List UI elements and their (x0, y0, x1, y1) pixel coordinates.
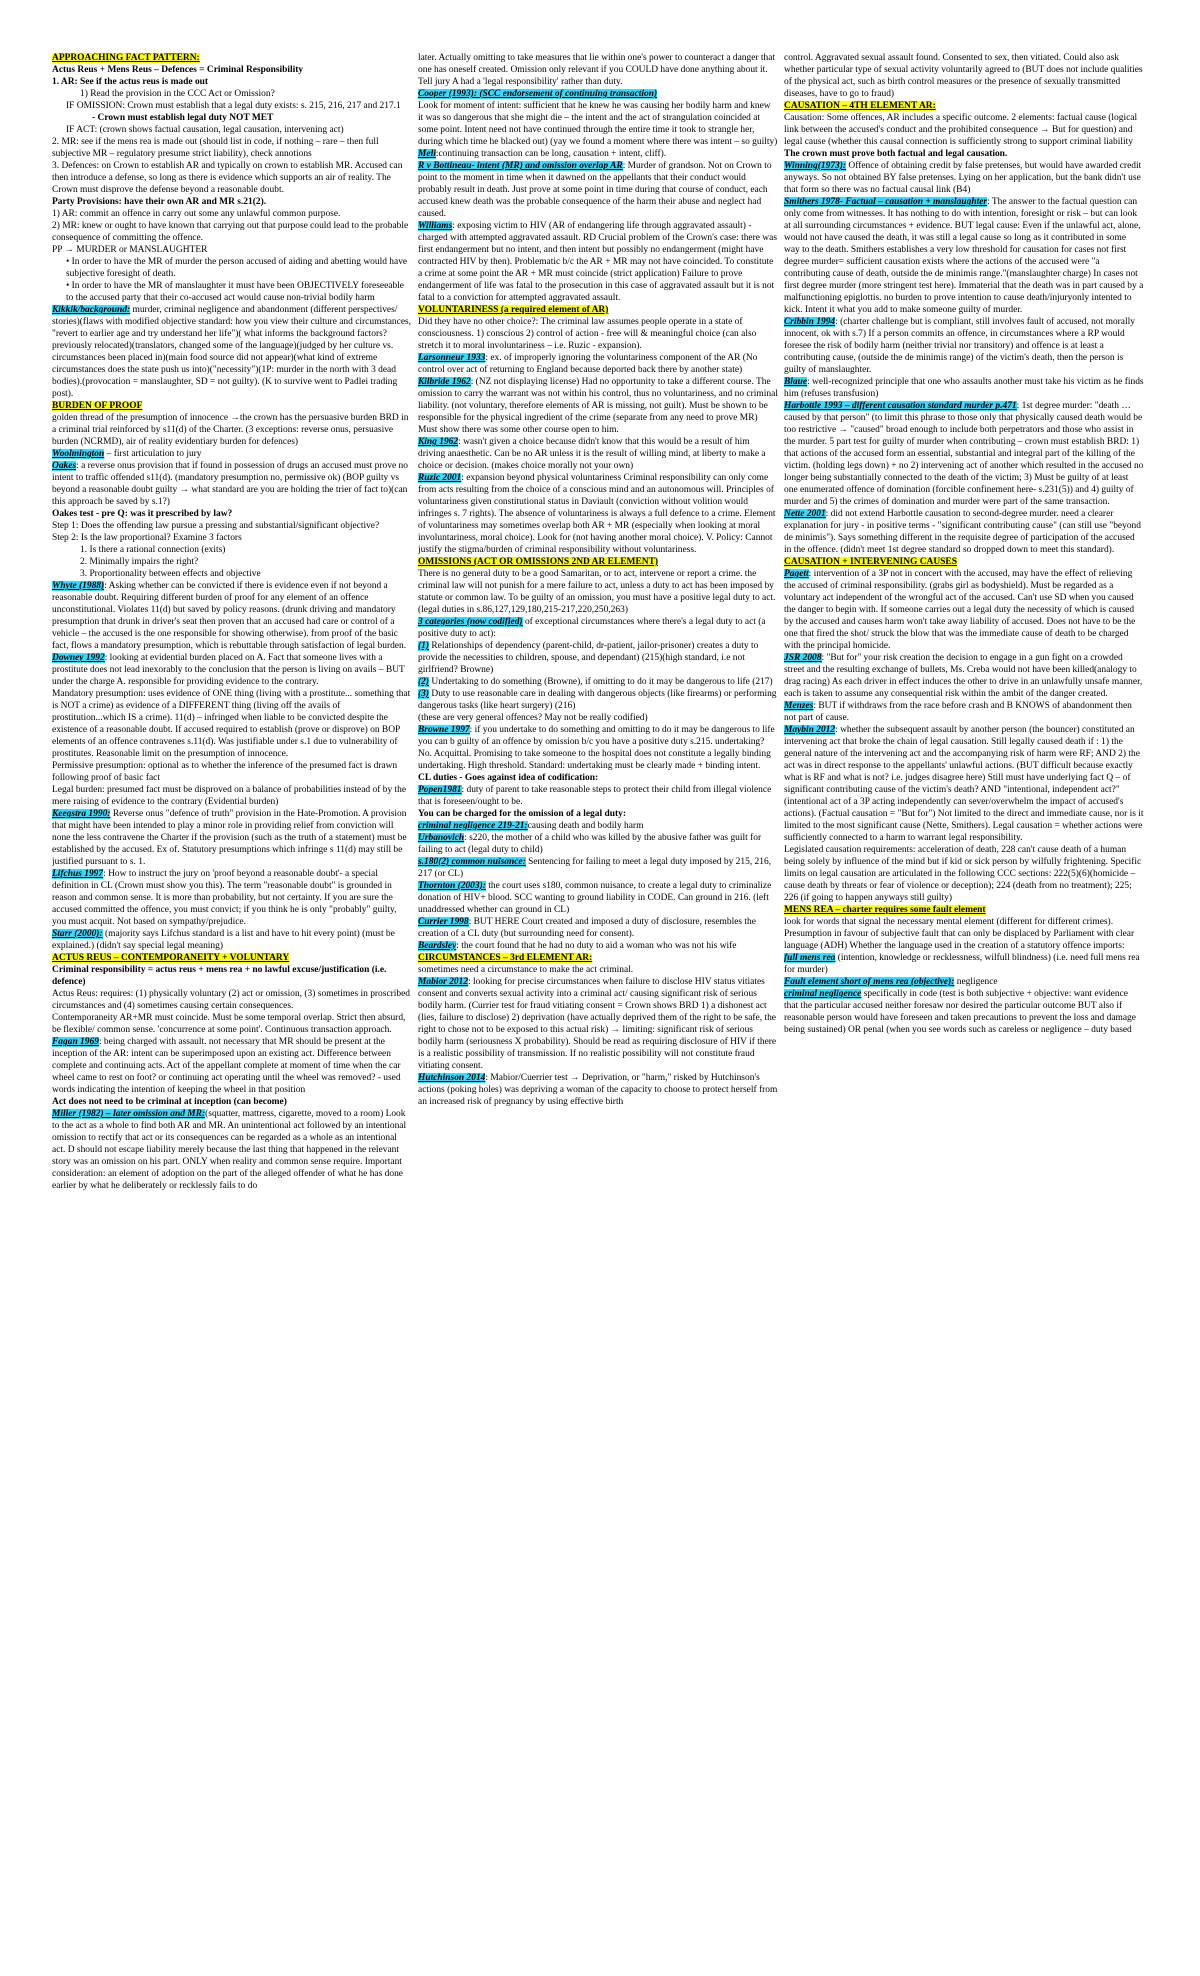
paragraph-text: : looking for precise circumstances when failure to disclose HIV status vitiates consent and converts sexual activity into a criminal act/ causing significant risk of serious bodily harm. (Currier test for fraud vitiating consent = Crown shows BRD 1) a dishonest act (lies, failure to disclose) 2) deprivation (have actually deprived them of the right to be safe, the right to chose not to be exposed to this actual risk) → limiting: significant risk of serious bodily harm (seriousness X probability). Should be read as requiring disclosure of HIV if there is a realistic possibility of transmission. If no realistic possibility will not constitute fraud vitiating consent. (418, 977, 777, 1071)
paragraph-text: :continuing transaction can be long, causation + intent, cliff). (435, 149, 667, 159)
case-name: full mens rea (784, 953, 836, 963)
column-left (52, 52, 412, 1952)
note-paragraph (52, 688, 412, 760)
note-paragraph (784, 316, 1144, 376)
note-paragraph (52, 448, 412, 460)
case-name: Cooper (1993): (SCC endorsement of continuing transaction) (418, 89, 658, 99)
note-paragraph (52, 1108, 412, 1192)
note-paragraph (418, 772, 778, 784)
note-paragraph (52, 244, 412, 256)
note-paragraph (52, 196, 412, 208)
note-paragraph (784, 196, 1144, 316)
note-paragraph (52, 460, 412, 508)
paragraph-text: Sentencing for failing to meet a legal duty imposed by 215, 216, 217 (or CL) (418, 857, 772, 879)
paragraph-text: : intervention of a 3P not in concert with the accused, may have the effect of relieving the accused of criminal responsibility. (grabs girl as bodyshield). Must be regarded as a voluntary act independent of the wrongful act of the accused. Can't use SD when you caused the danger to begin with. If someone carries out a legal duty the necessity of which is caused by the accused and causes harm won't take away liability of accused. Does not have to be the one that fired the shot/ struck the blow that was the immediate cause of death to be charged with the principal homicide. (784, 569, 1136, 651)
note-paragraph (418, 304, 778, 316)
case-name: Larsonneur 1933 (418, 353, 486, 363)
note-paragraph (52, 760, 412, 784)
paragraph-text: : (charter challenge but is compliant, still involves fault of accused, not morally innocent, ok with s.7) If a person commits an offence, in circumstances where a RP would foresee the risk of bodily harm (neither trivial nor transitory) and offence is at least a contributing cause, (outside the de minimis range) of the victim's death, then the person is guilty of manslaughter. (784, 317, 1135, 375)
note-paragraph (52, 544, 412, 556)
section-heading: CIRCUMSTANCES – 3rd ELEMENT AR: (418, 953, 593, 963)
section-heading: CAUSATION – 4TH ELEMENT AR: (784, 101, 936, 111)
case-name: Keegstra 1990: (52, 809, 111, 819)
case-name: Fagan 1969 (52, 1037, 99, 1047)
note-paragraph (52, 400, 412, 412)
note-paragraph (52, 952, 412, 964)
note-paragraph (52, 136, 412, 160)
case-name: (3) (418, 689, 430, 699)
paragraph-text: 1) AR: commit an offence in carry out some any unlawful common purpose. (52, 209, 341, 219)
paragraph-text: : the court found that he had no duty to aid a woman who was not his wife (456, 941, 737, 951)
case-name: (2) (418, 677, 430, 687)
note-paragraph (52, 580, 412, 652)
case-name: Mabior 2012 (418, 977, 469, 987)
case-name: Smithers 1978- Factual – causation + manslaughter (784, 197, 988, 207)
case-name: Hutchinson 2014 (418, 1073, 486, 1083)
note-paragraph (52, 220, 412, 244)
paragraph-text: : Mabior/Cuerrier test → Deprivation, or "harm," risked by Hutchinson's actions (poking holes) was depriving a woman of the capacity to choose to protect herself from an increased risk of pregnancy by using effective birth (418, 1073, 778, 1107)
note-paragraph (52, 124, 412, 136)
paragraph-text: IF ACT: (crown shows factual causation, legal causation, intervening act) (66, 125, 344, 135)
paragraph-text: There is no general duty to be a good Samaritan, or to act, intervene or report a crime. the criminal law will not punish for a mere failure to act, unless a duty to act has been imposed by statute or common law. To be guilty of an omission, you must have a positive legal duty to act. (legal duties in s.86,127,129,180,215-217,220,250,263) (418, 569, 776, 615)
paragraph-text: Mandatory presumption: uses evidence of ONE thing (living with a prostitute... something that is NOT a crime) as evidence of a DIFFERENT thing (living off the avails of prostitution...which IS a crime). 11(d) – infringed when liable to be convicted despite the existence of a reasonable doubt. If accused required to establish (prove or disprove) on BOP elements of an offence contravenes s.11(d). Was justifiable under s.1 due to vulnerability of prostitutes. Reasonable limit on the presumption of innocence. (52, 689, 411, 759)
note-paragraph (418, 436, 778, 472)
case-name: Cribbin 1994 (784, 317, 836, 327)
paragraph-text: Criminal responsibility = actus reus + mens rea + no lawful excuse/justification (i.e. defence) (52, 965, 387, 987)
paragraph-text: (majority says Lifchus standard is a list and have to hit every point) (must be explained.) (didn't say special legal meaning) (52, 929, 395, 951)
paragraph-text: : a reverse onus provision that if found in possession of drugs an accused must prove no intent to traffic offended s11(d). (mandatory presumption no, permissive ok) (BOP guilty vs beyond a reasonable doubt guilty → what standard are you are holding the trier of fact to)(can this approach be saved by s.1?) (52, 461, 408, 507)
case-name: s.180(2) common nuisance: (418, 857, 526, 867)
note-paragraph (784, 112, 1144, 148)
note-paragraph (418, 100, 778, 148)
paragraph-text: : (NZ not displaying license) Had no opportunity to take a different course. The omission to carry the warrant was not within his control, thus no voluntariness, and no criminal liability. (not voluntary, therefore elements of AR is missing, not guilt). Must be shown to be responsible for the physical ingredient of the crime (separate from any need to prove MR) Must show there was some other course open to him. (418, 377, 778, 435)
paragraph-text: 1. Is there a rational connection (exits) (80, 545, 226, 555)
case-name: Nette 2001 (784, 509, 826, 519)
paragraph-text: You can be charged for the omission of a legal duty: (418, 809, 626, 819)
case-name: Maybin 2012 (784, 725, 836, 735)
note-paragraph (784, 556, 1144, 568)
paragraph-text: - Crown must establish legal duty NOT MET (92, 113, 274, 123)
paragraph-text: 3. Proportionality between effects and objective (80, 569, 261, 579)
note-paragraph (784, 100, 1144, 112)
paragraph-text: Look for moment of intent: sufficient that he knew he was causing her bodily harm and knew it was so dangerous that she might die – the intent and the act of strangulation coincided at some point. Intent need not have continued through the entire time it took to strangle her, during which time he blacked out) (yay we found a moment where there was intent – so guilty) (418, 101, 778, 147)
note-paragraph (418, 784, 778, 808)
note-paragraph (418, 220, 778, 304)
case-name: criminal negligence (784, 989, 862, 999)
paragraph-text: sometimes need a circumstance to make the act criminal. (418, 965, 634, 975)
paragraph-text: : looking at evidential burden placed on A. Fact that someone lives with a prostitute does not lead inexorably to the conclusion that the person is living on avails – BUT under the charge A. responsible for providing evidence to the contrary. (52, 653, 405, 687)
paragraph-text: • In order to have the MR of manslaughter it must have been OBJECTIVELY foreseeable to the accused party that their co-accused act would cause non-trivial bodily harm (66, 281, 404, 303)
paragraph-text: 2. MR: see if the mens rea is made out (should list in code, if nothing – rare – then full subjective MR – regulatory presume strict liability), check annotions (52, 137, 379, 159)
case-name: Menzes (784, 701, 814, 711)
paragraph-text: 1) Read the provision in the CCC Act or Omission? (80, 89, 275, 99)
note-paragraph (418, 676, 778, 688)
note-paragraph (418, 568, 778, 616)
paragraph-text: : wasn't given a choice because didn't know that this would be a result of him driving anaesthetic. Can be no AR unless it is the result of willing mind, at liberty to make a choice or decision. (makes choice morally not your own) (418, 437, 766, 471)
note-paragraph (784, 376, 1144, 400)
case-name: Pagett (784, 569, 809, 579)
note-paragraph (52, 964, 412, 988)
paragraph-text: negligence (954, 977, 998, 987)
paragraph-text: : well-recognized principle that one who assaults another must take his victim as he finds him (refuses transfusion) (784, 377, 1144, 399)
paragraph-text: later. Actually omitting to take measures that lie within one's power to counteract a danger that one has oneself created. Omission only relevant if you COULD have done anything about it. Tell jury A had a 'legal responsibility' rather than duty. (418, 53, 776, 87)
case-name: Beardsley (418, 941, 457, 951)
case-name: Kilbride 1962 (418, 377, 471, 387)
section-heading: OMISSIONS (ACT OR OMISSIONS 2ND AR ELEMENT) (418, 557, 659, 567)
note-paragraph (52, 988, 412, 1012)
paragraph-text: : BUT if withdraws from the race before crash and B KNOWS of abandonment then not part of cause. (784, 701, 1132, 723)
note-paragraph (418, 964, 778, 976)
paragraph-text: murder, criminal negligence and abandonment (different perspectives/ stories)(flaws with modified objective standard: how you view their culture and circumstances, "revert to earlier age and try understand her life")( what informs the background factors? previously relocated)(translators, changed some of the language)(judged by her culture vs. circumstances been placed in)(main food source did not appear)(what kind of extreme circumstances does the state push us into)("necessity")(1P: murder in the north with 3 dead bodies).(provocation = manslaughter, SD = not guilty). (K to survive went to Padlei trading post). (52, 305, 412, 399)
paragraph-text: 2. Minimally impairs the right? (80, 557, 199, 567)
note-paragraph (784, 160, 1144, 196)
note-paragraph (52, 928, 412, 952)
note-paragraph (418, 820, 778, 832)
section-heading: APPROACHING FACT PATTERN: (52, 53, 200, 63)
case-name: Harbottle 1993 – different causation standard murder p.471 (784, 401, 1017, 411)
paragraph-text: Undertaking to do something (Browne), if omitting to do it may be dangerous to life (217) (429, 677, 773, 687)
case-name: Blaue (784, 377, 808, 387)
note-paragraph (418, 352, 778, 376)
paragraph-text: : being charged with assault. not necessary that MR should be present at the inception of the AR: intent can be superimposed upon an existing act. Difference between complete and continuing acts. Act of the appellant complete at moment of time when the car wheel came to rest on foot? or continuing act operating until the wheel was removed? - used words indicating the intention of keeping the wheel in that position (52, 1037, 401, 1095)
paragraph-text: : 1st degree murder: "death … caused by that person" (to limit this phrase to those only that physically caused death would be too restrictive → "caused" broad enough to include both perpetrators and those who assist in the murder. 5 part test for guilty of murder when contributing – crown must establish BRD: 1) that actions of the accused form an essential, substantial and integral part of the killing of the victim. (holding legs down) + no 2) intervening act of another which resulted in the accused no longer being substantially connected to the death of the victim; 3) Must be guilty of at least one enumerated offence of domination (forcible confinement here- s.231(5)) and 4) guilty of murder and 5) the crimes of domination and murder were part of the same transaction. (784, 401, 1144, 507)
case-name: Ruzic 2001 (418, 473, 462, 483)
note-paragraph (418, 724, 778, 772)
note-paragraph (784, 700, 1144, 724)
paragraph-text: Contemporaneity AR+MR must coincide. Must be some temporal overlap. Strict then absurd, be flexible/ common sense. 'concurrence at some point'. Continuous transaction approach. (52, 1013, 406, 1035)
note-paragraph (784, 568, 1144, 652)
note-paragraph (52, 1036, 412, 1096)
note-paragraph (52, 280, 412, 304)
case-name: Downey 1992 (52, 653, 105, 663)
note-paragraph (418, 148, 778, 160)
note-paragraph (784, 844, 1144, 904)
note-paragraph (418, 856, 778, 880)
paragraph-text: 1. AR: See if the actus reus is made out (52, 77, 209, 87)
case-name: Currier 1998 (418, 917, 469, 927)
note-paragraph (52, 112, 412, 124)
paragraph-text: of exceptional circumstances where there's a legal duty to act (a positive duty to act): (418, 617, 766, 639)
paragraph-text: : exposing victim to HIV (AR of endangering life through aggravated assault) - charged with attempted aggravated assault. RD Crucial problem of the Crown's case: there was first endangerment but no intent, and then intent but possibly no endangerment (might have contracted HIV by then). Problematic b/c the AR + MR may not have coincided. To constitute a crime at some point the AR + MR must coincide (strict application) Failure to prove endangerment of life was fatal to the prosecution in this case of aggravated assault but it is not fatal to a conviction for attempted aggravated assault. (418, 221, 777, 303)
paragraph-text: : BUT HERE Court created and imposed a duty of disclosure, resembles the creation of a CL duty (but surrounding need for consent). (418, 917, 756, 939)
note-paragraph (418, 376, 778, 436)
case-name: Browne 1997 (418, 725, 470, 735)
paragraph-text: (intention, knowledge or recklessness, wilfull blindness) (i.e. need full mens rea for murder) (784, 953, 1140, 975)
paragraph-text: – first articulation to jury (104, 449, 202, 459)
note-paragraph (418, 52, 778, 88)
paragraph-text: Party Provisions: have their own AR and MR s.21(2). (52, 197, 267, 207)
paragraph-text: Oakes test - pre Q: was it prescribed by law? (52, 509, 233, 519)
paragraph-text: PP → MURDER or MANSLAUGHTER (52, 245, 208, 255)
paragraph-text: Duty to use reasonable care in dealing with dangerous objects (like firearms) or performing dangerous tasks (like heart surgery) (216) (418, 689, 777, 711)
case-name: Oakes (52, 461, 77, 471)
section-heading: MENS REA – charter requires some fault element (784, 905, 986, 915)
paragraph-text: Act does not need to be criminal at inception (can become) (52, 1097, 287, 1107)
note-paragraph (52, 1012, 412, 1036)
case-name: Miller (1982) – later omission and MR: (52, 1109, 206, 1119)
section-heading: BURDEN OF PROOF (52, 401, 143, 411)
note-paragraph (418, 688, 778, 712)
case-name: Popen1981 (418, 785, 462, 795)
note-paragraph (52, 304, 412, 400)
paragraph-text: : The answer to the factual question can only come from witnesses. It has nothing to do with intention, foresight or risk – but can look at all surrounding circumstances + evidence. BUT legal cause: Even if the unlawful act, alone, would not have caused the death, it was still a legal cause so long as it contributed in some way to the death. Smithers establishes a very low threshold for causation for cases not first degree murder= sufficient causation exists where the actions of the accused were "a contributing cause of death, outside the de minimis range."(manslaughter charge) In cases not first degree murder (more stringent test here). Immaterial that the death was in part caused by a malfunctioning epiglottis. no burden to prove intention to cause death/injuryonly intented to kick. Intent it what you add to make someone guilty of murder. (784, 197, 1144, 315)
paragraph-text: Causation: Some offences, AR includes a specific outcome. 2 elements: factual cause (logical link between the accused's conduct and the prohibited consequence → But for question) and legal cause (whether this causal connection is sufficiently strong to support criminal liability (784, 113, 1138, 147)
paragraph-text: (squatter, mattress, cigarette, moved to a room) Look to the act as a whole to find both AR and MR. An unintentional act followed by an intentional omission to rectify that act or its consequences can be regarded as a whole as an intentional act. D should not escape liability merely because the last thing that happened in the relevant story was an omission on his part. ONLY when reality and common sense require. Important consideration: an element of adoption on the part of the alleged offender of what he has done earlier by what he deliberately or recklessly fails to do (52, 1109, 407, 1191)
paragraph-text: Actus Reus: requires: (1) physically voluntary (2) act or omission, (3) sometimes in proscribed circumstances and (4) sometimes causing certain consequences. (52, 989, 411, 1011)
note-paragraph (784, 724, 1144, 844)
note-paragraph (52, 568, 412, 580)
note-paragraph (418, 832, 778, 856)
note-paragraph (418, 808, 778, 820)
note-paragraph (52, 508, 412, 520)
paragraph-text: CL duties - Goes against idea of codification: (418, 773, 599, 783)
note-paragraph (418, 160, 778, 220)
paragraph-text: Legislated causation requirements: acceleration of death, 228 can't cause death of a human being solely by influence of the mind but if kid or sick person by wilfully frightening. Specific limits on legal causation are articulated in the following CCC sections: 222(5)(6)(homicide – cause death by threats or fear of violence or deception); 224 (death from no treatment); 225; 226 (if going to happen anyways still guilty) (784, 845, 1142, 903)
paragraph-text: specifically in code (test is both subjective + objective: want evidence that the particular accused neither foresaw nor desired the particular outcome BUT also if reasonable person would have foreseen and taken precautions to prevent the loss and damage being sustained) OR penal (when you see words such as careless or negligence – duty based (784, 989, 1136, 1035)
paragraph-text: the court uses s180, common nuisance, to create a legal duty to criminalize donation of HIV+ blood. SCC wanting to ground liability in CODE. Can ground in 216. (left unaddressed whether can ground in CL) (418, 881, 772, 915)
note-paragraph (418, 880, 778, 916)
note-paragraph (52, 532, 412, 544)
case-name: Woolmington (52, 449, 105, 459)
case-name: Starr (2000): (52, 929, 103, 939)
paragraph-text: 3. Defences: on Crown to establish AR and typically on crown to establish MR. Accused can then introduce a defense, so long as there is evidence which supports an air of reality. The Crown must disprove the defense beyond a reasonable doubt. (52, 161, 403, 195)
note-paragraph (418, 940, 778, 952)
paragraph-text: causing death and bodily harm (527, 821, 644, 831)
paragraph-text: Offence of obtaining credit by false pretenses, but would have awarded credit anyways. So not obtained BY false pretenses. Lying on her application, but the bank didn't use that form so there was no factual causal link (B4) (784, 161, 1142, 195)
paragraph-text: The crown must prove both factual and legal causation. (784, 149, 1008, 159)
section-heading: ACTUS REUS – CONTEMPORANEITY + VOLUNTARY (52, 953, 290, 963)
paragraph-text: : if you undertake to do something and omitting to do it may be dangerous to life you can b guilty of an offence by omission b/c you have a positive duty s.215. undertaking? No. Acquittal. Promising to take someone to the hospital does not constitute a legally binding undertaking. High threshold. Standard: undertaking must be clearly made + binding intent. (418, 725, 775, 771)
paragraph-text: Did they have no other choice?: The criminal law assumes people operate in a state of consciousness. 1) conscious 2) control of action - free will & meaningful choice (can also stretch it to moral involuntariness – i.e. Ruzic - expansion). (418, 317, 757, 351)
note-paragraph (418, 1072, 778, 1108)
paragraph-text: : Asking whether can be convicted if there is evidence even if not beyond a reasonable doubt. Requiring different burden of proof for any element of an offence unconstitutional. Violates 11(d) but saved by policy reasons. (drunk driving and mandatory presumption that drunk in driver's seat then proven that an accused had care or control of a vehicle – the accused is the one responsible for showing otherwise). from proof of the basic fact, flows a mandatory presumption, which is rebuttable through satisfaction of legal burden. (52, 581, 407, 651)
paragraph-text: : did not extend Harbottle causation to second-degree murder. need a clearer explanation for jury - in positive terms - "significant contributing cause" (can still use "beyond de minimis"). Says something different in the requisite degree of participation of the accused in the offence. (didn't meet 1st degree standard so dropped down to meet this standard). (784, 509, 1141, 555)
paragraph-text: : ex. of improperly ignoring the voluntariness component of the AR (No control over act of returning to England because deported back there by another state) (418, 353, 758, 375)
case-name: Whyte (1988) (52, 581, 105, 591)
note-paragraph (784, 904, 1144, 916)
case-name: Urbanovich (418, 833, 465, 843)
case-name: (1) (418, 641, 430, 651)
case-name: Fault element short of mens rea (objective): (784, 977, 955, 987)
paragraph-text: look for words that signal the necessary mental element (different for different crimes). Presumption in favour of subjective fault that can only be displaced by Parliament with clear language (ADH) Whether the language used in the creation of a statutory offence imports: (784, 917, 1135, 951)
note-paragraph (784, 916, 1144, 952)
note-paragraph (52, 100, 412, 112)
note-paragraph (52, 652, 412, 688)
paragraph-text: • In order to have the MR of murder the person accused of aiding and abetting would have subjective foresight of death. (66, 257, 408, 279)
note-paragraph (784, 148, 1144, 160)
note-paragraph (52, 520, 412, 532)
case-name: Thornton (2003): (418, 881, 486, 891)
note-paragraph (52, 208, 412, 220)
paragraph-text: Step 1: Does the offending law pursue a pressing and substantial/significant objective? (52, 521, 380, 531)
note-paragraph (52, 556, 412, 568)
three-column-layout (52, 52, 1164, 1952)
paragraph-text: : expansion beyond physical voluntariness Criminal responsibility can only come from acts resulting from the choice of a conscious mind and an autonomous will. Principles of voluntariness given constitutional status in Daviault (conviction without volition would infringes s. 7 rights). The absence of voluntariness is always a full defence to a crime. Element of voluntariness may sometimes overlap both AR + MR (especially when looking at moral involuntariness, moral choice). Look for (not having another moral choice). V. Policy: Cannot justify the stigma/burden of criminal responsibility without voluntariness. (418, 473, 776, 555)
case-name: JSR 2008 (784, 653, 822, 663)
paragraph-text: : duty of parent to take reasonable steps to protect their child from illegal violence that is foreseen/ought to be. (418, 785, 772, 807)
note-paragraph (784, 976, 1144, 988)
column-right (784, 52, 1144, 1952)
paragraph-text: Reverse onus "defence of truth" provision in the Hate-Promotion. A provision that might have been intended to play a minor role in providing relief from conviction will none the less contravene the Charter if the provision (such as the truth of a statement) must be established by the accused. Ex of. Statutory presumptions which infringe s 11(d) may still be justified pursuant to s. 1. (52, 809, 407, 867)
paragraph-text: Actus Reus + Mens Reus – Defences = Criminal Responsibility (52, 65, 304, 75)
case-name: Meli (418, 149, 436, 159)
note-paragraph (784, 952, 1144, 976)
case-name: 3 categories (now codified) (418, 617, 523, 627)
note-paragraph (418, 316, 778, 352)
note-paragraph (418, 556, 778, 568)
paragraph-text: control. Aggravated sexual assault found. Consented to sex, then vitiated. Could also ask whether particular type of sexual activity voluntarily agreed to (BUT does not include qualities of the physical act, such as birth control measures or the presence of sexually transmitted diseases, have to go to fraud) (784, 53, 1143, 99)
note-paragraph (784, 652, 1144, 700)
note-paragraph (784, 988, 1144, 1036)
note-paragraph (784, 508, 1144, 556)
paragraph-text: Step 2: Is the law proportional? Examine 3 factors (52, 533, 242, 543)
column-middle (418, 52, 778, 1952)
note-paragraph (418, 952, 778, 964)
note-paragraph (52, 88, 412, 100)
note-paragraph (52, 64, 412, 76)
paragraph-text: : Murder of grandson. Not on Crown to point to the moment in time when it dawned on the appellants that their conduct would probably result in death. Just prove at some point in time during that course of conduct, each accused knew death was the probable consequence of the harm their abuse and neglect had caused. (418, 161, 772, 219)
paragraph-text: Relationships of dependency (parent-child, dr-patient, jailor-prisoner) creates a duty to provide the necessities to children, spouse, and dependant) (215)(high standard, i.e not girlfriend? Browne) (418, 641, 759, 675)
note-paragraph (418, 916, 778, 940)
paragraph-text: : How to instruct the jury on 'proof beyond a reasonable doubt'- a special definition in CL (Crown must show you this). The term "reasonable doubt" is grounded in reason and common sense. It is more than probability, but not certainty. If you are sure the accused committed the offence, you must convict; if you think he is only "probably" guilty, you must acquit. Not based on sympathy/prejudice. (52, 869, 397, 927)
paragraph-text: golden thread of the presumption of innocence →the crown has the persuasive burden BRD in a criminal trial reinforced by s11(d) of the Charter. (3 exceptions: reverse onus, persuasive burden (NCRMD), air of reality evidentiary burden for defences) (52, 413, 409, 447)
note-paragraph (418, 88, 778, 100)
note-paragraph (418, 712, 778, 724)
paragraph-text: 2) MR: knew or ought to have known that carrying out that purpose could lead to the probable consequence of committing the offence. (52, 221, 409, 243)
note-paragraph (52, 1096, 412, 1108)
note-paragraph (52, 256, 412, 280)
note-paragraph (52, 412, 412, 448)
case-name: Winning(1973): (784, 161, 847, 171)
paragraph-text: : whether the subsequent assault by another person (the bouncer) constituted an intervening act that broke the chain of legal causation. Still legally caused death if : 1) the general nature of the intervening act and the accompanying risk of harm were RF; AND 2) the act was in direct response to the appellants' unlawful actions. (BUT difficult because exactly what is RF and what is not? i.e. judges disagree here) Still must have underlying fact Q – of significant contributing cause of the victim's death? AND "intentional, independent act?" (intentional act of a 3P acting independently can sever/overwhelm the impact of accused's actions). (Factual causation = "But for") Not limited to the direct and immediate cause, nor is it limited to the most significant cause (Nette, Smithers). Legal causation = whether actions were sufficiently connected to a harm to warrant legal responsibility. (784, 725, 1144, 843)
note-paragraph (52, 76, 412, 88)
note-paragraph (52, 52, 412, 64)
case-name: Lifchus 1997 (52, 869, 104, 879)
note-paragraph (52, 808, 412, 868)
case-name: R v Bottineau- intent (MR) and omission overlap AR (418, 161, 623, 171)
paragraph-text: : s220, the mother of a child who was killed by the abusive father was guilt for failing to act (legal duty to child) (418, 833, 762, 855)
paragraph-text: Permissive presumption: optional as to whether the inference of the presumed fact is drawn following proof of basic fact (52, 761, 398, 783)
note-paragraph (52, 160, 412, 196)
note-paragraph (418, 640, 778, 676)
case-name: Williams (418, 221, 453, 231)
note-paragraph (784, 52, 1144, 100)
note-paragraph (418, 472, 778, 556)
paragraph-text: (these are very general offences? May not be really codified) (418, 713, 648, 723)
case-name: criminal negligence 219-21: (418, 821, 528, 831)
note-paragraph (52, 868, 412, 928)
section-heading: VOLUNTARINESS (a required element of AR) (418, 305, 609, 315)
paragraph-text: Legal burden: presumed fact must be disproved on a balance of probabilities instead of by the mere raising of evidence to the contrary (Evidential burden) (52, 785, 407, 807)
paragraph-text: : "But for" your risk creation the decision to engage in a gun fight on a crowded street and the resulting exchange of bullets, Ms. Creba would not have been killed(analogy to drag racing) As each driver in effect induces the other to drive in an unlawfully unsafe manner, each is taken to assume any consequential risk within the ambit of the danger created. (784, 653, 1143, 699)
note-paragraph (52, 784, 412, 808)
case-name: Kikkik/background: (52, 305, 131, 315)
note-paragraph (418, 976, 778, 1072)
paragraph-text: IF OMISSION: Crown must establish that a legal duty exists: s. 215, 216, 217 and 217.1 (66, 101, 401, 111)
note-paragraph (784, 400, 1144, 508)
case-name: King 1962 (418, 437, 459, 447)
note-paragraph (418, 616, 778, 640)
section-heading: CAUSATION + INTERVENING CAUSES (784, 557, 957, 567)
